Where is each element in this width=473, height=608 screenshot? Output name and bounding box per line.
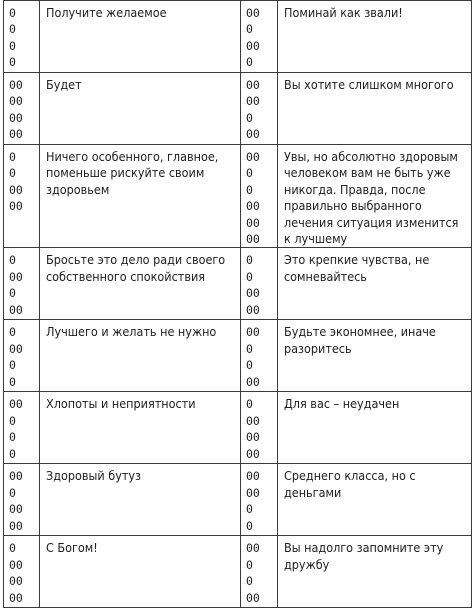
right-text-cell bbox=[278, 73, 472, 145]
left-text-cell bbox=[40, 1, 241, 73]
code-line: 0 bbox=[9, 358, 16, 373]
code-line: 00 bbox=[246, 78, 260, 92]
left-code-cell bbox=[4, 536, 40, 608]
left-meaning-text: Хлопоты и неприятности bbox=[46, 396, 196, 412]
code-line: 00 bbox=[9, 199, 23, 214]
left-meaning-text: Ничего особенного, главное, поменьше рискуйте своим здоровьем bbox=[46, 149, 219, 197]
code-line: 00 bbox=[9, 574, 23, 589]
right-meaning-text: Вы надолго запомните эту дружбу bbox=[284, 540, 444, 572]
left-code-cell bbox=[4, 464, 40, 536]
right-text-cell bbox=[278, 145, 472, 248]
right-code-cell bbox=[241, 145, 278, 248]
left-meaning-text: Здоровый бутуз bbox=[46, 468, 142, 484]
left-meaning-text: Будет bbox=[46, 77, 82, 92]
code-line: 0 bbox=[9, 166, 16, 181]
code-line: 00 bbox=[9, 590, 23, 605]
table-row bbox=[4, 145, 472, 248]
code-line: 00 bbox=[246, 215, 260, 230]
code-line: 00 bbox=[246, 286, 260, 301]
right-code-cell bbox=[241, 536, 278, 608]
code-line: 00 bbox=[9, 78, 23, 92]
right-meaning-text: Вы хотите слишком многого bbox=[284, 77, 454, 92]
left-meaning-text: Бросьте это дело ради своего собственного спокойствия bbox=[46, 252, 226, 284]
code-line: 0 bbox=[9, 374, 16, 389]
code-line: 0 bbox=[9, 55, 16, 70]
right-meaning-text: Это крепкие чувства, не сомневайтесь bbox=[284, 252, 430, 284]
right-code-cell bbox=[241, 464, 278, 536]
code-line: 0 bbox=[9, 485, 16, 500]
table-row bbox=[4, 73, 472, 145]
code-line: 0 bbox=[246, 182, 253, 197]
left-code-cell bbox=[4, 145, 40, 248]
right-code-cell bbox=[241, 392, 278, 464]
left-code-cell bbox=[4, 1, 40, 73]
code-line: 00 bbox=[246, 413, 260, 428]
code-line: 00 bbox=[9, 397, 23, 412]
right-meaning-text: Среднего класса, но с деньгами bbox=[284, 468, 416, 500]
code-line: 00 bbox=[9, 518, 23, 533]
right-text-cell bbox=[278, 1, 472, 73]
table-row bbox=[4, 320, 472, 392]
code-line: 00 bbox=[9, 469, 23, 484]
code-line: 0 bbox=[246, 574, 253, 589]
code-line: 0 bbox=[9, 446, 16, 461]
code-line: 00 bbox=[246, 469, 260, 484]
table-row bbox=[4, 248, 472, 320]
code-line: 0 bbox=[9, 6, 16, 20]
code-line: 00 bbox=[246, 590, 260, 605]
code-line: 0 bbox=[9, 541, 16, 556]
code-line: 0 bbox=[246, 358, 253, 373]
code-line: 0 bbox=[246, 502, 253, 517]
code-line: 00 bbox=[246, 232, 260, 247]
code-line: 00 bbox=[246, 446, 260, 461]
code-line: 00 bbox=[9, 302, 23, 317]
code-line: 0 bbox=[9, 413, 16, 428]
code-line: 00 bbox=[246, 325, 260, 340]
left-meaning-text: С Богом! bbox=[46, 540, 98, 556]
table-body bbox=[4, 1, 472, 608]
right-text-cell bbox=[278, 248, 472, 320]
code-line: 00 bbox=[246, 150, 260, 164]
code-line: 00 bbox=[246, 374, 260, 389]
left-code-cell bbox=[4, 392, 40, 464]
table-row bbox=[4, 464, 472, 536]
code-line: 00 bbox=[9, 110, 23, 125]
code-line: 0 bbox=[246, 341, 253, 356]
left-code-cell bbox=[4, 73, 40, 145]
code-line: 00 bbox=[246, 199, 260, 214]
code-line: 00 bbox=[246, 302, 260, 317]
table-row bbox=[4, 392, 472, 464]
code-line: 00 bbox=[9, 557, 23, 572]
right-text-cell bbox=[278, 464, 472, 536]
code-line: 00 bbox=[246, 541, 260, 556]
left-text-cell bbox=[40, 145, 241, 248]
table-row bbox=[4, 1, 472, 73]
right-code-cell bbox=[241, 1, 278, 73]
code-line: 0 bbox=[246, 166, 253, 181]
right-code-cell bbox=[241, 248, 278, 320]
right-text-cell bbox=[278, 392, 472, 464]
right-code-cell bbox=[241, 320, 278, 392]
code-line: 00 bbox=[246, 38, 260, 53]
code-line: 0 bbox=[246, 253, 253, 268]
code-line: 00 bbox=[246, 94, 260, 109]
table-row bbox=[4, 536, 472, 608]
code-line: 0 bbox=[9, 286, 16, 301]
divination-table-frame bbox=[3, 0, 471, 608]
code-line: 00 bbox=[246, 485, 260, 500]
right-meaning-text: Для вас – неудачен bbox=[284, 396, 400, 412]
code-line: 00 bbox=[9, 269, 23, 284]
code-line: 0 bbox=[246, 55, 253, 70]
code-line: 0 bbox=[246, 518, 253, 533]
right-meaning-text: Будьте экономнее, иначе разоритесь bbox=[284, 324, 436, 356]
left-text-cell bbox=[40, 248, 241, 320]
code-line: 0 bbox=[246, 397, 253, 412]
code-line: 00 bbox=[9, 94, 23, 109]
code-line: 0 bbox=[246, 557, 253, 572]
left-text-cell bbox=[40, 320, 241, 392]
right-meaning-text: Поминай как звали! bbox=[284, 5, 403, 20]
right-code-cell bbox=[241, 73, 278, 145]
right-text-cell bbox=[278, 536, 472, 608]
left-meaning-text: Получите желаемое bbox=[46, 5, 167, 20]
left-text-cell bbox=[40, 464, 241, 536]
left-code-cell bbox=[4, 320, 40, 392]
code-line: 0 bbox=[9, 253, 16, 268]
right-meaning-text: Увы, но абсолютно здоровым человеком вам не быть уже никогда. Правда, после правильно выбранного лечения ситуация изменится к лучшему bbox=[284, 149, 459, 247]
code-line: 00 bbox=[246, 430, 260, 445]
code-line: 00 bbox=[9, 341, 23, 356]
left-code-cell bbox=[4, 248, 40, 320]
divination-table bbox=[3, 0, 472, 608]
left-text-cell bbox=[40, 73, 241, 145]
code-line: 0 bbox=[9, 430, 16, 445]
code-line: 00 bbox=[9, 182, 23, 197]
code-line: 0 bbox=[9, 150, 16, 164]
right-text-cell bbox=[278, 320, 472, 392]
code-line: 0 bbox=[246, 269, 253, 284]
left-meaning-text: Лучшего и желать не нужно bbox=[46, 324, 217, 340]
left-text-cell bbox=[40, 536, 241, 608]
code-line: 00 bbox=[9, 127, 23, 142]
code-line: 00 bbox=[246, 127, 260, 142]
code-line: 0 bbox=[246, 110, 253, 125]
code-line: 0 bbox=[9, 325, 16, 340]
code-line: 00 bbox=[9, 502, 23, 517]
left-text-cell bbox=[40, 392, 241, 464]
code-line: 0 bbox=[9, 38, 16, 53]
code-line: 0 bbox=[246, 22, 253, 37]
code-line: 00 bbox=[246, 6, 260, 20]
code-line: 0 bbox=[9, 22, 16, 37]
